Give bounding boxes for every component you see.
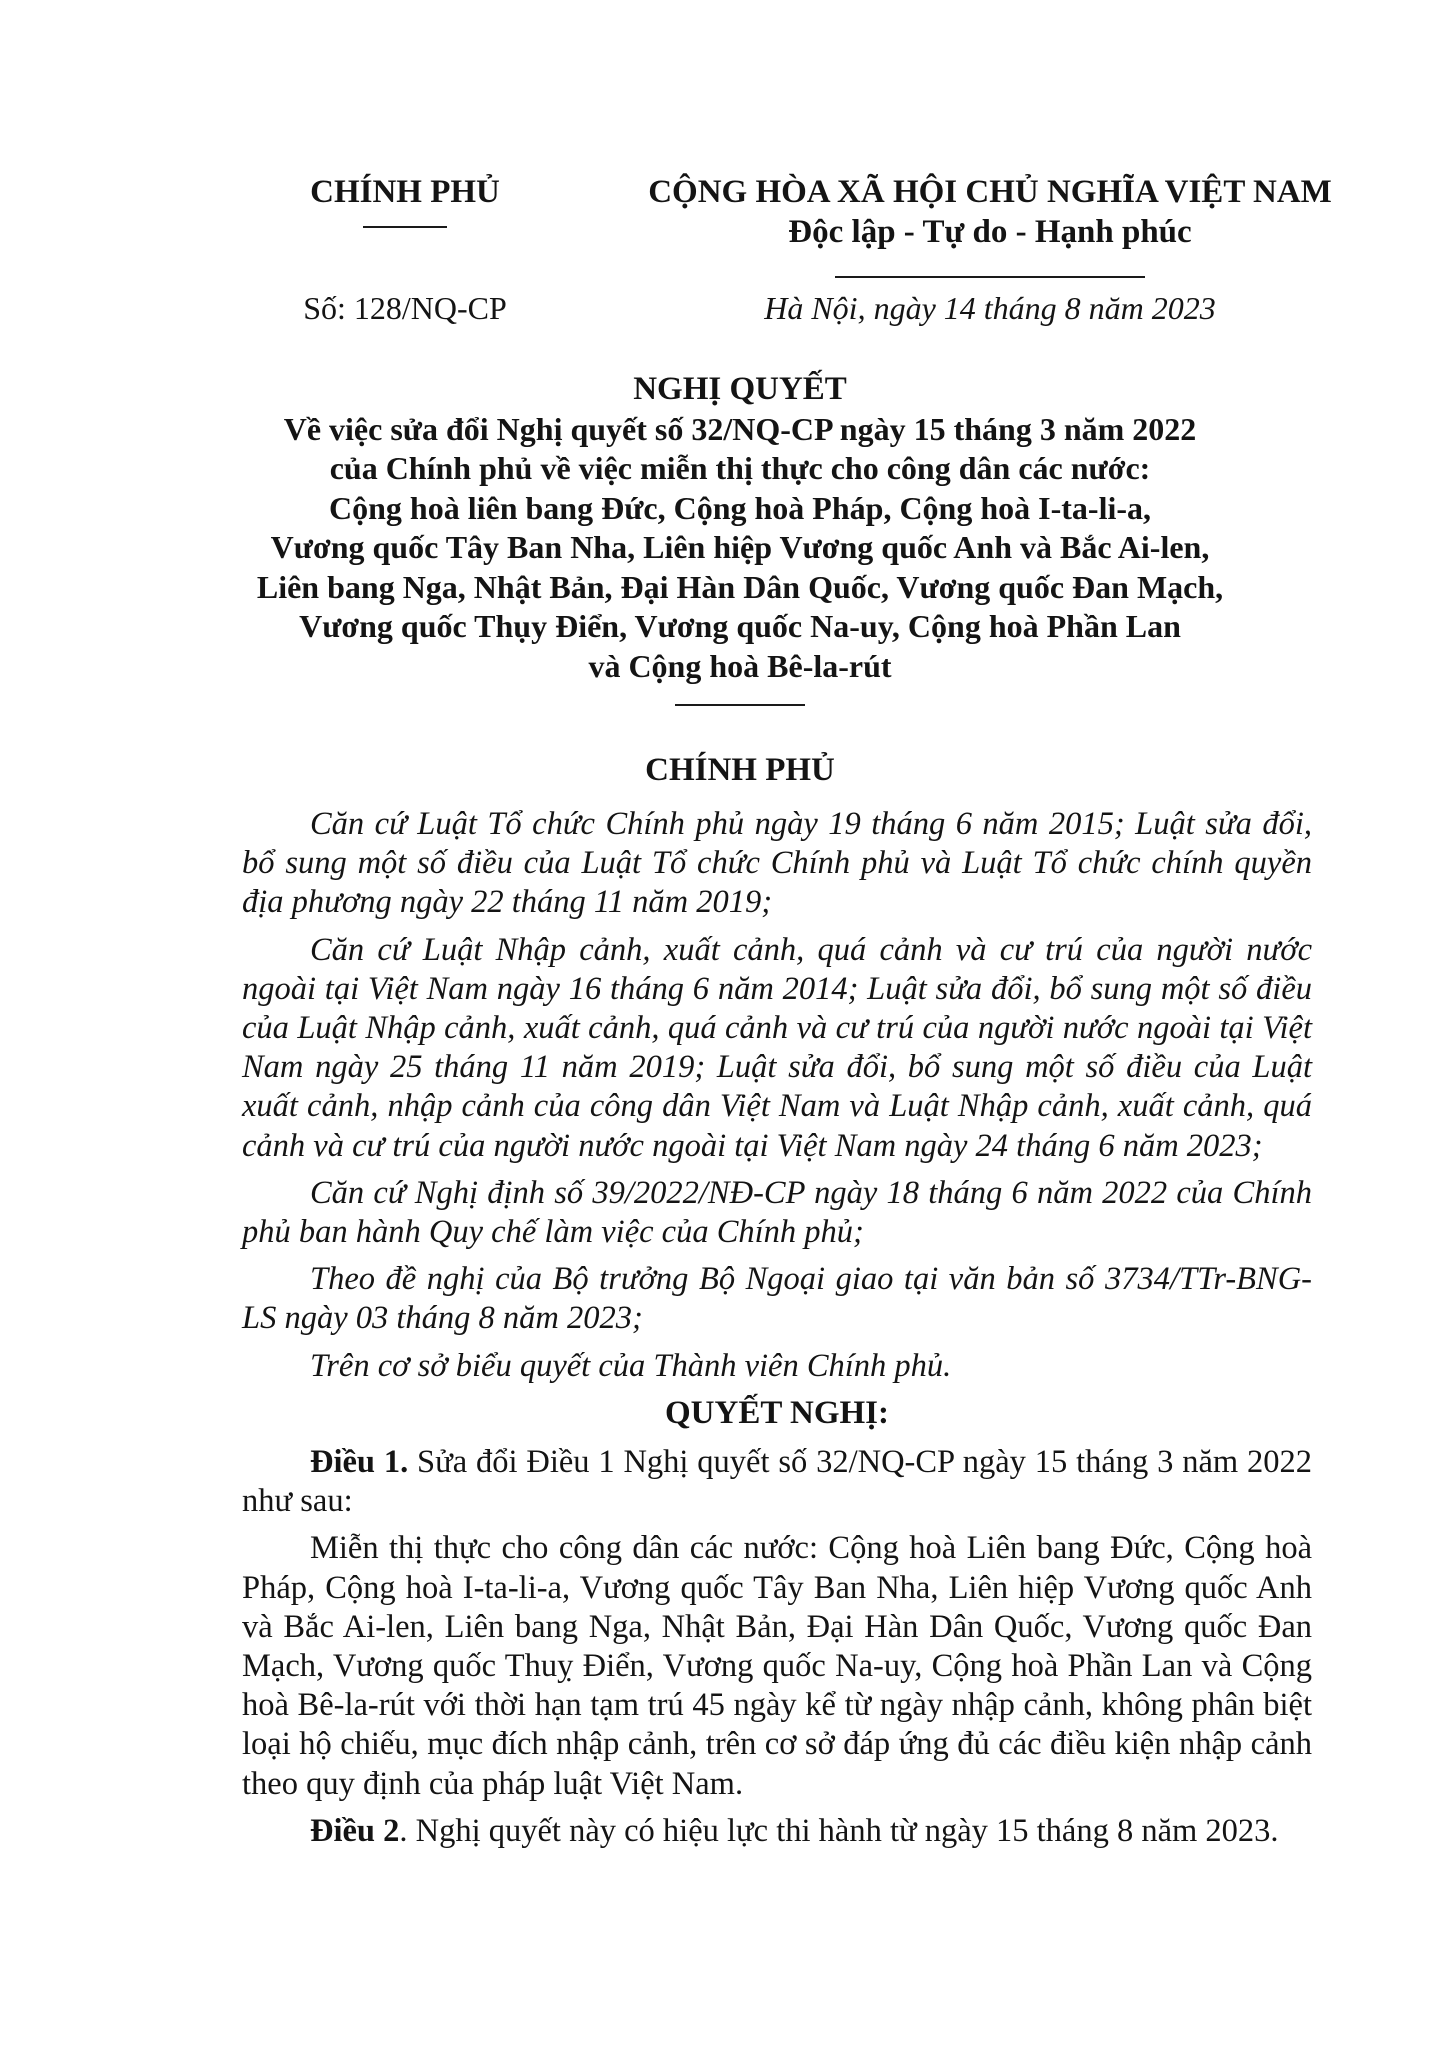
- article-1-body: Miễn thị thực cho công dân các nước: Cộng hoà Liên bang Đức, Cộng hoà Pháp, Cộng hoà I-ta-li-a, Vương quốc Tây Ban Nha, Liên hiệp Vương quốc Anh và Bắc Ai-len, Liên bang Nga, Nhật Bản, Đại Hàn Dân Quốc, Vương quốc Đan Mạch, Vương quốc Thuỵ Điển, Vương quốc Na-uy, Cộng hoà Phần Lan và Cộng hoà Bê-la-rút với thời hạn tạm trú 45 ngày kể từ ngày nhập cảnh, không phân biệt loại hộ chiếu, mục đích nhập cảnh, trên cơ sở đáp ứng đủ các điều kiện nhập cảnh theo quy định của pháp luật Việt Nam.: [242, 1530, 1312, 1802]
- title-line: Vương quốc Tây Ban Nha, Liên hiệp Vương quốc Anh và Bắc Ai-len,: [270, 529, 1210, 565]
- article-2-label: Điều 2: [310, 1812, 400, 1849]
- nation-name: CỘNG HÒA XÃ HỘI CHỦ NGHĨA VIỆT NAM: [648, 174, 1332, 210]
- place-and-date: Hà Nội, ngày 14 tháng 8 năm 2023: [764, 290, 1216, 326]
- issuing-agency: CHÍNH PHỦ: [310, 174, 500, 210]
- preamble-paragraph: Căn cứ Luật Tổ chức Chính phủ ngày 19 tháng 6 năm 2015; Luật sửa đổi, bổ sung một số điều của Luật Tổ chức Chính phủ và Luật Tổ chức chính quyền địa phương ngày 22 tháng 11 năm 2019;: [242, 806, 1312, 921]
- document-type: NGHỊ QUYẾT: [633, 371, 847, 407]
- title-line: Liên bang Nga, Nhật Bản, Đại Hàn Dân Quốc, Vương quốc Đan Mạch,: [256, 568, 1224, 605]
- title-line: của Chính phủ về việc miễn thị thực cho công dân các nước:: [329, 450, 1151, 486]
- preamble-paragraph: Theo đề nghị của Bộ trưởng Bộ Ngoại giao tại văn bản số 3734/TTr-BNG-LS ngày 03 tháng 8 năm 2023;: [242, 1261, 1312, 1337]
- document-number: Số: 128/NQ-CP: [303, 290, 507, 326]
- title-line: Cộng hoà liên bang Đức, Cộng hoà Pháp, Cộng hoà I-ta-li-a,: [329, 489, 1151, 526]
- title-line: và Cộng hoà Bê-la-rút: [588, 647, 892, 684]
- agency-underline: [363, 226, 447, 228]
- motto-underline: [835, 276, 1145, 278]
- title-line: Về việc sửa đổi Nghị quyết số 32/NQ-CP ngày 15 tháng 3 năm 2022: [283, 410, 1197, 447]
- article-1-text: Sửa đổi Điều 1 Nghị quyết số 32/NQ-CP ngày 15 tháng 3 năm 2022 như sau:: [242, 1444, 1312, 1520]
- national-title-block: [640, 172, 1340, 278]
- article-2: [242, 1812, 1312, 1851]
- preamble-paragraph: Căn cứ Luật Nhập cảnh, xuất cảnh, quá cảnh và cư trú của người nước ngoài tại Việt Nam ngày 16 tháng 6 năm 2014; Luật sửa đổi, bổ sung một số điều của Luật Nhập cảnh, xuất cảnh, quá cảnh và cư trú của người nước ngoài tại Việt Nam ngày 25 tháng 11 năm 2019; Luật sửa đổi, bổ sung một số điều của Luật xuất cảnh, nhập cảnh của công dân Việt Nam và Luật Nhập cảnh, xuất cảnh, quá cảnh và cư trú của người nước ngoài tại Việt Nam ngày 24 tháng 6 năm 2023;: [242, 931, 1312, 1164]
- article-2-text: . Nghị quyết này có hiệu lực thi hành từ ngày 15 tháng 8 năm 2023.: [399, 1812, 1279, 1849]
- issuer-heading: CHÍNH PHỦ: [645, 752, 835, 788]
- document-title-block: [200, 370, 1280, 706]
- title-underline: [675, 704, 805, 706]
- issuing-agency-block: [255, 172, 555, 228]
- decision-heading: QUYẾT NGHỊ:: [664, 1394, 889, 1431]
- preamble-paragraph: Trên cơ sở biểu quyết của Thành viên Chính phủ.: [310, 1347, 952, 1384]
- national-motto: Độc lập - Tự do - Hạnh phúc: [788, 214, 1192, 250]
- article-1: [242, 1443, 1312, 1521]
- preamble-paragraph: Căn cứ Nghị định số 39/2022/NĐ-CP ngày 18 tháng 6 năm 2022 của Chính phủ ban hành Quy chế làm việc của Chính phủ;: [242, 1174, 1312, 1251]
- document-body: [242, 805, 1312, 1859]
- title-line: Vương quốc Thụy Điển, Vương quốc Na-uy, Cộng hoà Phần Lan: [299, 608, 1181, 644]
- article-1-label: Điều 1.: [310, 1444, 409, 1481]
